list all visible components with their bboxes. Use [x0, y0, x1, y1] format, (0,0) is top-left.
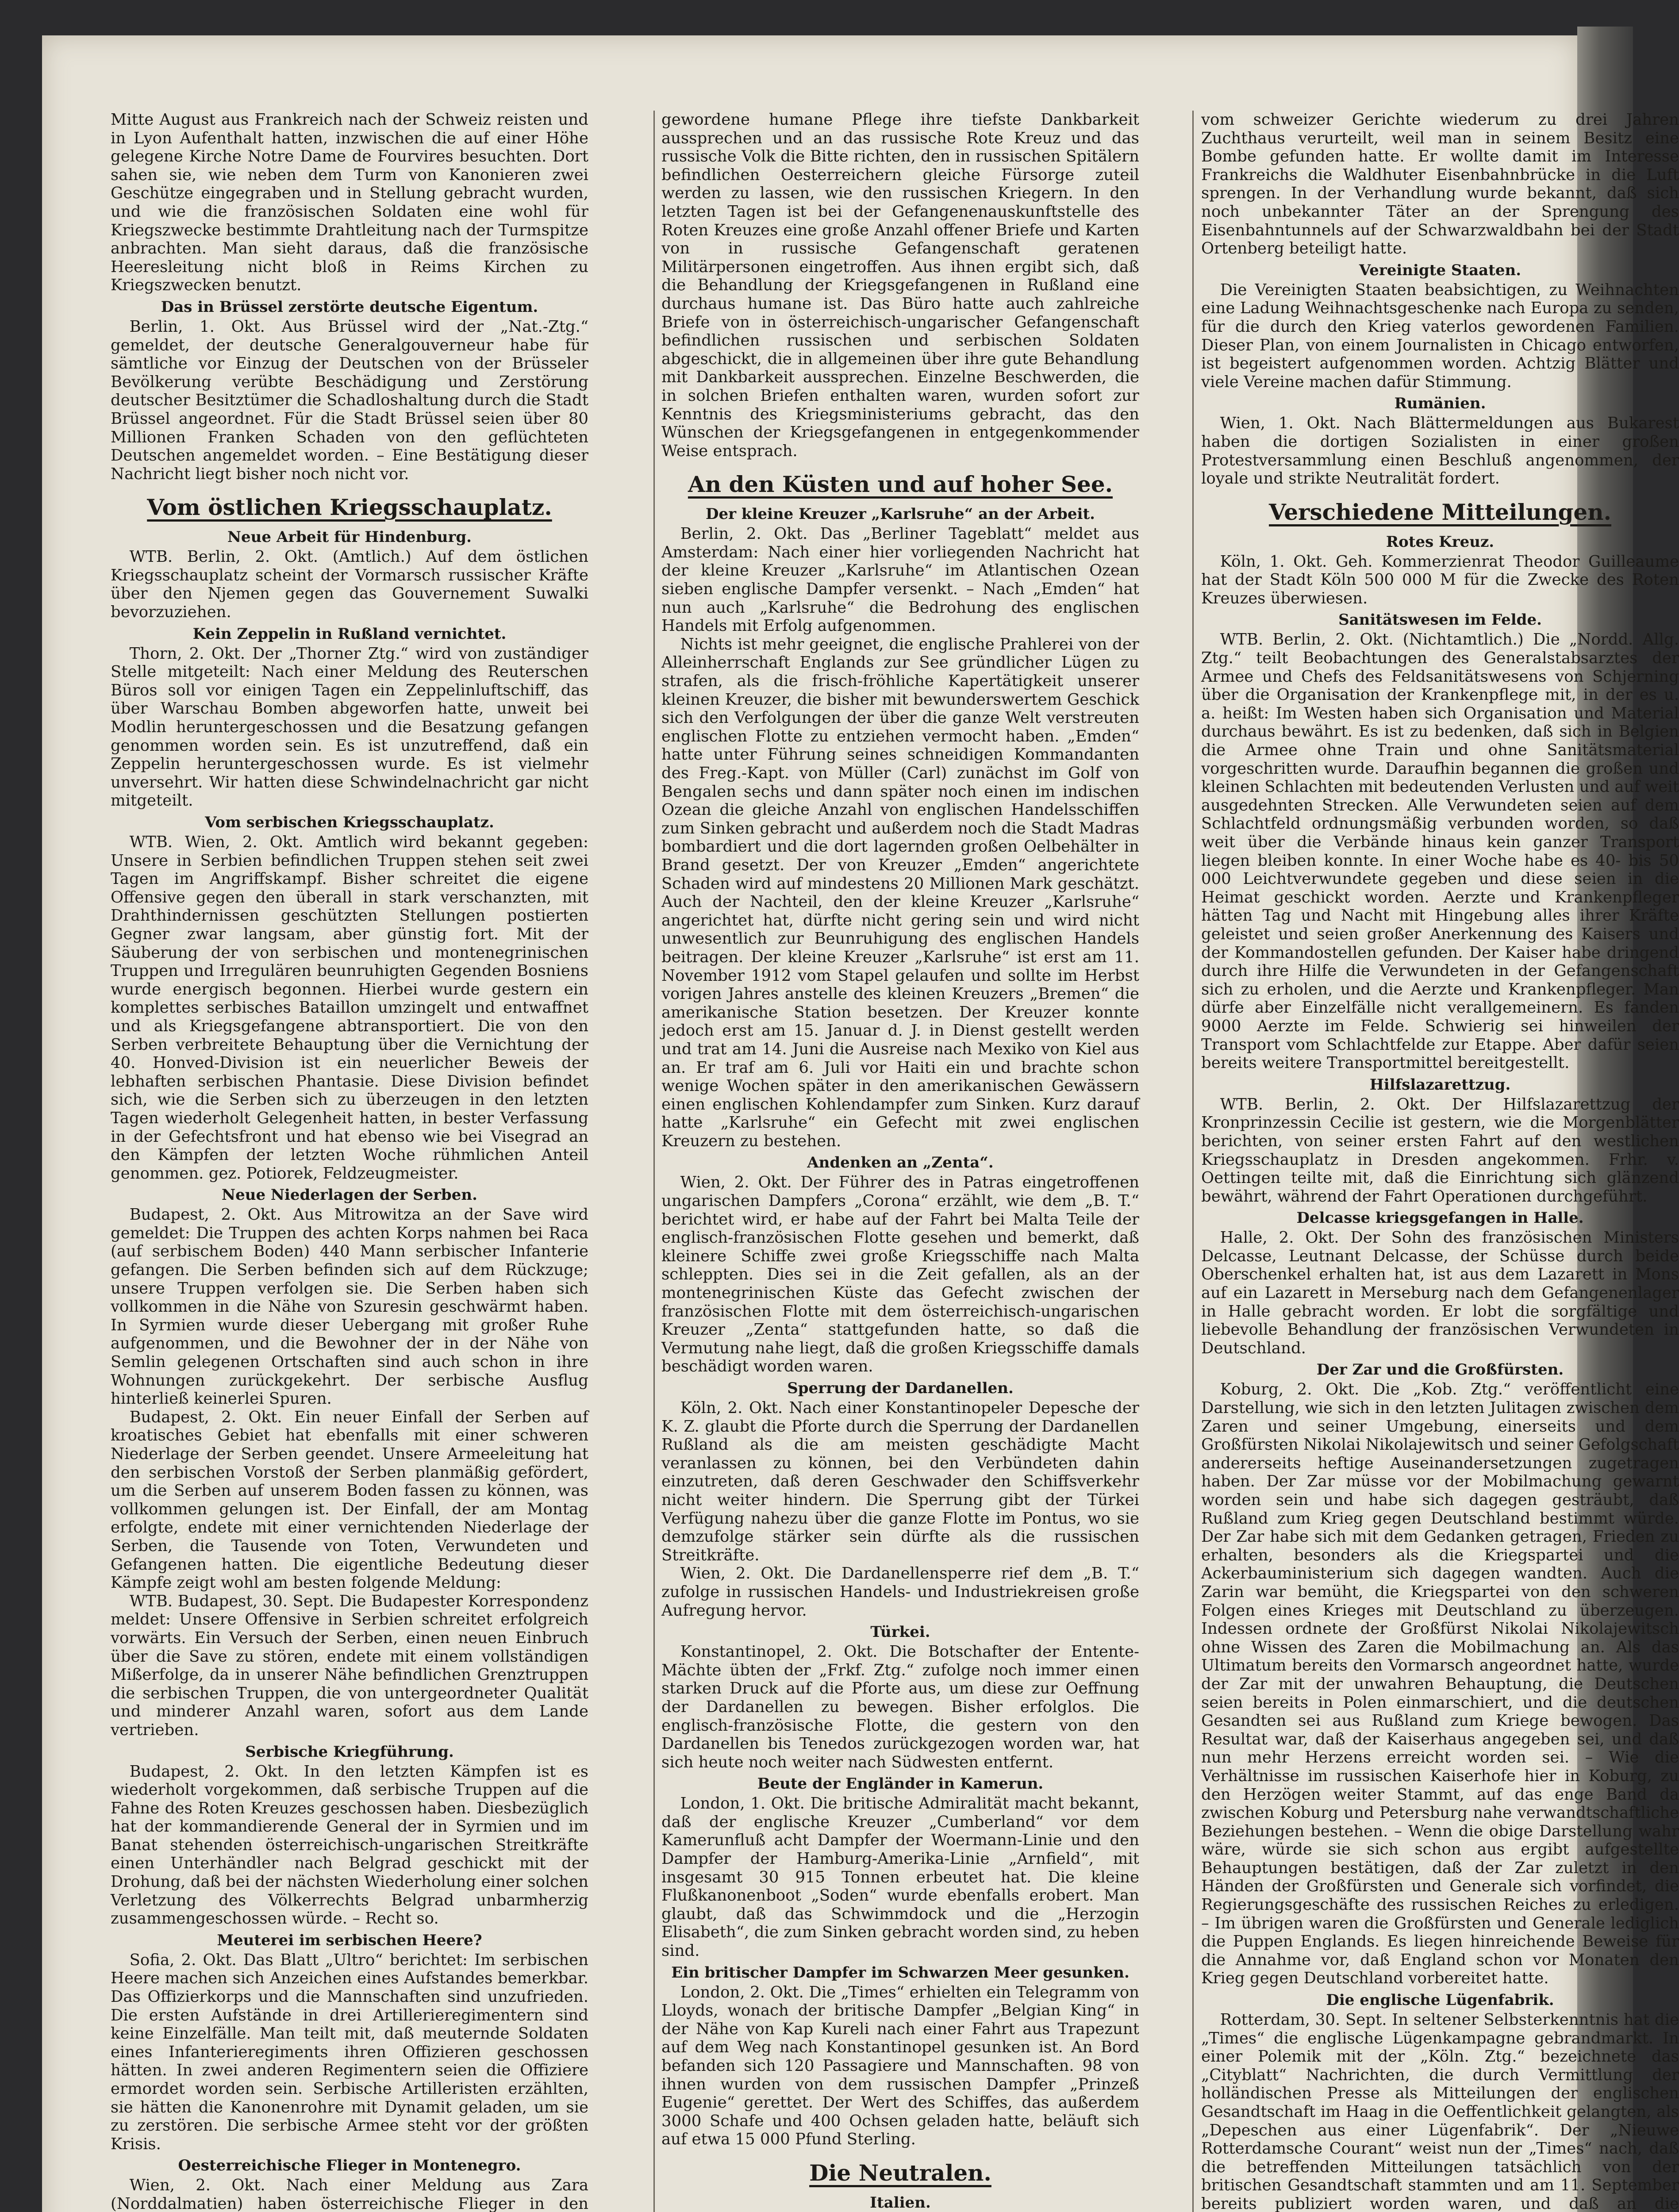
- article-heading: Türkei.: [870, 1623, 930, 1641]
- column-2: [661, 111, 1139, 2212]
- column-3: [1201, 111, 1679, 2212]
- article-text: Budapest, 2. Okt. In den letzten Kämpfen ist es wiederholt vorgekommen, daß serbische Truppen auf die Fahne des Roten Kreuzes geschossen haben. Diesbezüglich hat der kommandierende General der in Syrmien und im Banat stehenden österreichisch-ungarischen Streitkräfte einen Unterhändler nach Belgrad geschickt mit der Drohung, daß bei der nächsten Wiederholung einer solchen Verletzung des Völkerrechts Belgrad unbarmherzig zusammengeschossen würde. – Recht so.: [111, 1762, 588, 1928]
- article-text: Wien, 2. Okt. Die Dardanellensperre rief dem „B. T.“ zufolge in russischen Handels- und Industriekreisen große Aufregung hervor.: [661, 1564, 1139, 1620]
- article-text: Thorn, 2. Okt. Der „Thorner Ztg.“ wird von zuständiger Stelle mitgeteilt: Nach einer Meldung des Reuterschen Büros soll vor einigen Tagen ein Zeppelinluftschiff, das über Warschau Bomben abgeworfen hatte, unweit bei Modlin heruntergeschossen und die Besatzung gefangen genommen worden sein. Es ist unzutreffend, daß ein Zeppelin heruntergeschossen wurde. Es ist vielmehr unversehrt. Wir hatten diese Schwindelnachricht gar nicht mitgeteilt.: [111, 644, 588, 810]
- article-text: London, 1. Okt. Die britische Admiralität macht bekannt, daß der englische Kreuzer „Cumberland“ vor dem Kamerunfluß acht Dampfer der Woermann-Linie und den Dampfer der Hamburg-Amerika-Linie „Arnfield“, mit insgesamt 30 915 Tonnen erbeutet hat. Die kleine Flußkanonenboot „Soden“ wurde ebenfalls erobert. Man glaubt, daß das Schwimmdock und die „Herzogin Elisabeth“, die zum Sinken gebracht worden sind, zu heben sind.: [661, 1794, 1139, 1960]
- article-heading: Oesterreichische Flieger in Montenegro.: [178, 2157, 521, 2175]
- column-rule: [653, 111, 655, 2212]
- article-heading: Neue Niederlagen der Serben.: [222, 1186, 477, 1204]
- article-heading: Neue Arbeit für Hindenburg.: [227, 528, 472, 546]
- article-continuation: Mitte August aus Frankreich nach der Schweiz reisten und in Lyon Aufenthalt hatten, inzwischen die auf einer Höhe gelegene Kirche Notre Dame de Fourvires besuchten. Dort sahen sie, wie neben dem Turm von Kanonieren zwei Geschütze eingegraben und in Stellung gebracht wurden, und wie die französischen Soldaten eine wohl für Kriegszwecke bestimmte Drahtleitung nach der Turmspitze anbrachten. Man sieht daraus, daß die französische Heeresleitung nicht bloß in Reims Kirchen zu Kriegszwecken benutzt.: [111, 111, 588, 295]
- section-heading: Verschiedene Mitteilungen.: [1268, 499, 1612, 525]
- newspaper-page: [42, 35, 1679, 2212]
- article-text: WTB. Berlin, 2. Okt. (Nichtamtlich.) Die „Nordd. Allg. Ztg.“ teilt Beobachtungen des Generalstabsarztes der Armee und Chefs des Feldsanitätswesens von Schjerning über die Organisation der Krankenpflege mit, in der es u. a. heißt: Im Westen haben sich Organisation und Material durchaus bewährt. Es ist zu bedenken, daß sich in Belgien die Armee ohne Train und ohne Sanitätsmaterial vorgeschritten wurde. Daraufhin begannen die großen und kleinen Schlachten mit bedeutenden Verlusten und auf weit ausgedehnten Strecken. Alle Verwundeten seien auf dem Schlachtfeld ordnungsmäßig verbunden worden, so daß weit über die Verbände hinaus kein ganzer Transport liegen bleiben konnte. In einer Woche habe es 40- bis 50 000 Leichtverwundete gegeben und diese seien in die Heimat geschickt worden. Aerzte und Krankenpfleger hätten Tag und Nacht mit Hingebung alles ihrer Kräfte geleistet und seien großer Anerkennung des Kaisers und der Kommandostellen gefunden. Der Kaiser habe dringend durch ihre Hilfe die Verwundeten in der Gefangenschaft sich zu erholen, und die Aerzte und Krankenpfleger. Man dürfe aber Einzelfälle nicht verallgemeinern. Es fanden 9000 Aerzte im Felde. Schwierig sei hinweilen der Transport vom Schlachtfelde zur Etappe. Aber dafür seien bereits weitere Transportmittel bereitgestellt.: [1201, 630, 1679, 1072]
- article-heading: Der Zar und die Großfürsten.: [1316, 1361, 1564, 1379]
- article-heading: Rumänien.: [1394, 395, 1486, 413]
- article-text: WTB. Budapest, 30. Sept. Die Budapester Korrespondenz meldet: Unsere Offensive in Serbien schreitet erfolgreich vorwärts. Ein Versuch der Serben, einen neuen Einbruch über die Save zu stören, endete mit einem vollständigen Mißerfolge, da in unserer Nähe befindlichen Grenztruppen die serbischen Truppen, die von untergeordneter Qualität und minderer Anzahl waren, sofort aus dem Lande vertrieben.: [111, 1592, 588, 1739]
- article-continuation: gewordene humane Pflege ihre tiefste Dankbarkeit aussprechen und an das russische Rote Kreuz und das russische Volk die Bitte richten, den in russischen Spitälern befindlichen Oesterreichern gleiche Fürsorge zuteil werden zu lassen, wie den russischen Kriegern. In den letzten Tagen ist bei der Gefangenenauskunftstelle des Roten Kreuzes eine große Anzahl offener Briefe und Karten von in russische Gefangenschaft geratenen Militärpersonen eingetroffen. Aus ihnen ergibt sich, daß die Behandlung der Kriegsgefangenen in Rußland eine durchaus humane ist. Das Büro hatte auch zahlreiche Briefe von in österreichisch-ungarischer Gefangenschaft befindlichen russischen und serbischen Soldaten abgeschickt, die in allgemeinen über ihre gute Behandlung mit Dankbarkeit aussprechen. Einzelne Beschwerden, die in solchen Briefen enthalten waren, wurden sofort zur Kenntnis des Kriegsministeriums gebracht, das den Wünschen der Kriegsgefangenen in entgegenkommender Weise entsprach.: [661, 111, 1139, 460]
- article-heading: Ein britischer Dampfer im Schwarzen Meer gesunken.: [671, 1963, 1130, 1982]
- section-heading: Vom östlichen Kriegsschauplatz.: [147, 494, 552, 521]
- article-text: London, 2. Okt. Die „Times“ erhielten ein Telegramm von Lloyds, wonach der britische Dampfer „Belgian King“ in der Nähe von Kap Kureli nach einer Fahrt aus Trapezunt auf dem Weg nach Konstantinopel gesunken ist. An Bord befanden sich 120 Passagiere und Mannschaften. 98 von ihnen wurden von dem russischen Dampfer „Prinzeß Eugenie“ gerettet. Der Wert des Schiffes, das außerdem 3000 Schafe und 400 Ochsen geladen hatte, beläuft sich auf etwa 15 000 Pfund Sterling.: [661, 1983, 1139, 2149]
- article-heading: Serbische Kriegführung.: [245, 1743, 454, 1761]
- article-text: Nichts ist mehr geeignet, die englische Prahlerei von der Alleinherrschaft Englands zur See gründlicher Lügen zu strafen, als die frisch-fröhliche Kapertätigkeit unserer kleinen Kreuzer, die bisher mit bewunderswertem Geschick sich den Verfolgungen der über die ganze Welt verstreuten englischen Flotte zu entziehen vermocht haben. „Emden“ hatte unter Führung seines schneidigen Kommandanten des Freg.-Kapt. von Müller (Carl) zunächst im Golf von Bengalen sechs und dann später noch einen im indischen Ozean die gleiche Anzahl von englischen Handelsschiffen zum Sinken gebracht und außerdem noch die Stadt Madras bombardiert und die dort lagernden großen Oelbehälter in Brand gesetzt. Der von Kreuzer „Emden“ angerichtete Schaden wird auf mindestens 20 Millionen Mark geschätzt. Auch der Nachteil, den der kleine Kreuzer „Karlsruhe“ angerichtet hat, dürfte nicht gering sein und wird nicht unwesentlich zur Beunruhigung des englischen Handels beitragen. Der kleine Kreuzer „Karlsruhe“ ist erst am 11. November 1912 vom Stapel gelaufen und sollte im Herbst vorigen Jahres anstelle des kleinen Kreuzers „Bremen“ die amerikanische Station besetzen. Der Kreuzer konnte jedoch erst am 15. Januar d. J. in Dienst gestellt werden und trat am 14. Juni die Ausreise nach Mexiko von Kiel aus an. Er traf am 6. Juli vor Haiti ein und brachte schon wenige Wochen später in den amerikanischen Gewässern einen englischen Kohlendampfer zum Sinken. Kurz darauf hatte „Karlsruhe“ ein Gefecht mit zwei englischen Kreuzern zu bestehen.: [661, 635, 1139, 1150]
- article-heading: Beute der Engländer in Kamerun.: [757, 1775, 1044, 1793]
- article-heading: Sperrung der Dardanellen.: [787, 1379, 1014, 1397]
- article-text: WTB. Berlin, 2. Okt. Der Hilfslazarettzug der Kronprinzessin Cecilie ist gestern, wie die Morgenblätter berichten, von seiner ersten Fahrt auf den westlichen Kriegsschauplatz in Dresden angekommen. Frhr. v. Oettingen teilte mit, daß die Einrichtung sich glänzend bewährt, während der Fahrt Operationen durchgeführt.: [1201, 1095, 1679, 1206]
- article-text: Halle, 2. Okt. Der Sohn des französischen Ministers Delcasse, Leutnant Delcasse, der Schüsse durch beide Oberschenkel erhalten hat, ist aus dem Lazarett in Mons auf ein Lazarett in Merseburg nach dem Gefangenenlager in Halle gebracht worden. Er lobt die sorgfältige und liebevolle Behandlung der französischen Verwundeten in Deutschland.: [1201, 1229, 1679, 1357]
- article-heading: Meuterei im serbischen Heere?: [217, 1931, 482, 1949]
- article-text: Die Vereinigten Staaten beabsichtigen, zu Weihnachten eine Ladung Weihnachtsgeschenke nach Europa zu senden, für die durch den Krieg vaterlos gewordenen Familien. Dieser Plan, von einem Journalisten in Chicago entworfen, ist begeistert aufgenommen worden. Achtzig Blätter und viele Vereine machen dafür Stimmung.: [1201, 280, 1679, 391]
- article-heading: Die englische Lügenfabrik.: [1326, 1991, 1554, 2009]
- article-heading: Der kleine Kreuzer „Karlsruhe“ an der Arbeit.: [706, 505, 1095, 523]
- article-text: WTB. Berlin, 2. Okt. (Amtlich.) Auf dem östlichen Kriegsschauplatz scheint der Vormarsch russischer Kräfte über den Njemen gegen das Gouvernement Suwalki bevorzuziehen.: [111, 548, 588, 622]
- article-heading: Vom serbischen Kriegsschauplatz.: [205, 814, 494, 831]
- article-heading: Vereinigte Staaten.: [1359, 261, 1521, 279]
- article-text: Budapest, 2. Okt. Ein neuer Einfall der Serben auf kroatisches Gebiet hat ebenfalls mit einer schweren Niederlage der Serben geendet. Unsere Armeeleitung hat den serbischen Vorstoß der Serben planmäßig gefördert, um die Serben auf unserem Boden fassen zu können, was vollkommen gelungen ist. Der Einfall, der am Montag erfolgte, endete mit einer vernichtenden Niederlage der Serben, die Tausende von Toten, Verwundeten und Gefangenen hatten. Die eigentliche Bedeutung dieser Kämpfe zeigt wohl am besten folgende Meldung:: [111, 1408, 588, 1592]
- article-text: Koburg, 2. Okt. Die „Kob. Ztg.“ veröffentlicht eine Darstellung, wie sich in den letzten Julitagen zwischen dem Zaren und seiner Umgebung, einerseits und dem Großfürsten Nikolai Nikolajewitsch und seiner Gefolgschaft andererseits heftige Auseinandersetzungen zugetragen haben. Der Zar müsse vor der Mobilmachung gewarnt worden sein und habe sich dagegen gesträubt, daß Rußland zum Krieg gegen Deutschland bestimmt würde. Der Zar habe sich mit dem Gedanken getragen, Frieden zu erhalten, besonders als die Kriegspartei und die Ackerbauministerium sich dagegen wandten. Auch die Zarin war bemüht, die Kriegspartei von den schweren Folgen eines Krieges mit Deutschland zu überzeugen. Indessen ordnete der Großfürst Nikolai Nikolajewitsch ohne Wissen des Zaren die Mobilmachung an. Als das Ultimatum bereits den Vormarsch angeordnet hatte, wurde der Zar mit der unwahren Behauptung, die Deutschen seien bereits in Polen einmarschiert, und die deutschen Gesandten sei aus Rußland zum Kriege bewogen. Das Resultat war, daß der Kaiserhaus angegeben sei, und daß nun mehr Herzens erreicht worden sei. – Wie die Verhältnisse im russischen Kaiserhofe hier in Koburg, zu den Herzögen weiter Stammt, auf das enge Band da zwischen Koburg und Petersburg nahe verwandtschaftliche Beziehungen bestehen. – Wenn die obige Darstellung wahr wäre, würde sie sich schon aus ergibt aufgestellte Behauptungen bestätigen, daß der Zar zuletzt in den Händen der Großfürsten und Generale sich vorfindet, die Regierungsgeschäfte des russischen Reiches zu erledigen. – Im übrigen waren die Großfürsten und Generale lediglich die Puppen Englands. Es liegen hinreichende Beweise für die Annahme vor, daß England schon vor Monaten den Krieg gegen Deutschland vorbereitet hatte.: [1201, 1380, 1679, 1988]
- article-text: Köln, 1. Okt. Geh. Kommerzienrat Theodor Guilleaume hat der Stadt Köln 500 000 M für die Zwecke des Roten Kreuzes überwiesen.: [1201, 552, 1679, 607]
- section-heading: Die Neutralen.: [809, 2159, 991, 2186]
- article-heading: Kein Zeppelin in Rußland vernichtet.: [192, 625, 507, 643]
- article-text: Wien, 2. Okt. Nach einer Meldung aus Zara (Norddalmatien) haben österreichische Flieger in den: [111, 2176, 588, 2212]
- section-heading: An den Küsten und auf hoher See.: [688, 471, 1113, 498]
- article-text: Berlin, 2. Okt. Das „Berliner Tageblatt“ meldet aus Amsterdam: Nach einer hier vorliegenden Nachricht hat der kleine Kreuzer „Karlsruhe“ im Atlantischen Ozean sieben englische Dampfer versenkt. – Nach „Emden“ hat nun auch „Karlsruhe“ die Bedrohung des englischen Handels mit Erfolg aufgenommen.: [661, 525, 1139, 635]
- article-heading: Rotes Kreuz.: [1386, 533, 1495, 551]
- column-rule: [1192, 111, 1194, 2212]
- article-continuation: vom schweizer Gerichte wiederum zu drei Jahren Zuchthaus verurteilt, weil man in seinem Besitz eine Bombe gefunden hatte. Er wollte damit im Interesse Frankreichs die Waldhuter Eisenbahnbrücke in die Luft sprengen. In der Verhandlung wurde bekannt, daß sich noch unbekannter Täter an der Sprengung des Eisenbahntunnels auf der Schwarzwaldbahn bei der Stadt Ortenberg beteiligt hatte.: [1201, 111, 1679, 258]
- article-heading: Hilfslazarettzug.: [1369, 1075, 1511, 1094]
- column-1: [111, 111, 588, 2212]
- article-text: WTB. Wien, 2. Okt. Amtlich wird bekannt gegeben: Unsere in Serbien befindlichen Truppen stehen seit zwei Tagen im Angriffskampf. Bisher schreitet die eigene Offensive gegen den überall in stark verschanzten, mit Drahthindernissen geschützten Stellungen postierten Gegner zwar langsam, aber günstig fort. Mit der Säuberung der von serbischen und montenegrinischen Truppen und Irregulären beunruhigten Gegenden Bosniens wurde energisch begonnen. Hierbei wurde gestern ein komplettes serbisches Bataillon umzingelt und entwaffnet und als Kriegsgefangene abtransportiert. Die von den Serben verbreitete Behauptung über die Vernichtung der 40. Honved-Division ist ein neuerlicher Beweis der lebhaften serbischen Phantasie. Diese Division befindet sich, wie die Serben sich zu überzeugen in den letzten Tagen wiederholt Gelegenheit hatten, in bester Verfassung in der Gefechtsfront und hat ebenso wie bei Visegrad an den Kämpfen der letzten Woche rühmlichen Anteil genommen. gez. Potiorek, Feldzeugmeister.: [111, 833, 588, 1183]
- article-text: Berlin, 1. Okt. Aus Brüssel wird der „Nat.-Ztg.“ gemeldet, der deutsche Generalgouverneur habe für sämtliche vor Einzug der Deutschen von der Brüsseler Bevölkerung verübte Beschädigung und Zerstörung deutscher Besitztümer die Schadloshaltung durch die Stadt Brüssel angeordnet. Für die Stadt Brüssel seien über 80 Millionen Franken Schaden von den geflüchteten Deutschen angemeldet worden. – Eine Bestätigung dieser Nachricht liegt bisher noch nicht vor.: [111, 317, 588, 483]
- article-text: Rotterdam, 30. Sept. In seltener Selbsterkenntnis hat die „Times“ die englische Lügenkampagne gebrandmarkt. In einer Polemik mit der „Köln. Ztg.“ bezeichnete das „Cityblatt“ Nachrichten, die durch Vermittlung der holländischen Presse als Mitteilungen der englischen Gesandtschaft im Haag in die Oeffentlichkeit gelangten, als „Depeschen aus einer Lügenfabrik“. Der „Nieuwe Rotterdamsche Courant“ weist nun der „Times“ nach, daß die betreffenden Mitteilungen tatsächlich von der britischen Gesandtschaft stammten und am 11. September bereits publiziert worden waren, und daß an die: [1201, 2011, 1679, 2212]
- article-heading: Delcasse kriegsgefangen in Halle.: [1296, 1209, 1584, 1227]
- article-text: Wien, 1. Okt. Nach Blättermeldungen aus Bukarest haben die dortigen Sozialisten in einer großen Protestversammlung einen Beschluß angenommen, der loyale und strikte Neutralität fordert.: [1201, 414, 1679, 488]
- article-text: Konstantinopel, 2. Okt. Die Botschafter der Entente-Mächte übten der „Frkf. Ztg.“ zufolge noch immer einen starken Druck auf die Pforte aus, um diese zur Oeffnung der Dardanellen zu bewegen. Bisher erfolglos. Die englisch-französische Flotte, die gestern von den Dardanellen bis Tenedos zurückgezogen worden war, hat sich heute noch weiter nach Südwesten entfernt.: [661, 1643, 1139, 1771]
- article-heading: Das in Brüssel zerstörte deutsche Eigentum.: [161, 298, 538, 316]
- article-heading: Italien.: [870, 2193, 931, 2212]
- article-text: Budapest, 2. Okt. Aus Mitrowitza an der Save wird gemeldet: Die Truppen des achten Korps nahmen bei Raca (auf serbischem Boden) 440 Mann serbischer Infanterie gefangen. Die Serben befinden sich auf dem Rückzuge; unsere Truppen verfolgen sie. Die Serben haben sich vollkommen in die Nähe von Szuresin geschwärmt haben. In Syrmien wurde dieser Uebergang mit großer Ruhe aufgenommen, und die Bewohner der in der Nähe von Semlin gelegenen Ortschaften sind auch schon in ihre Wohnungen zurückgekehrt. Der serbische Ausflug hinterließ keinerlei Spuren.: [111, 1206, 588, 1408]
- article-text: Köln, 2. Okt. Nach einer Konstantinopeler Depesche der K. Z. glaubt die Pforte durch die Sperrung der Dardanellen Rußland als die am meisten geschädigte Macht veranlassen zu können, bei den Verbündeten dahin einzutreten, daß deren Geschwader den Schiffsverkehr nicht weiter hindern. Die Sperrung gibt der Türkei Verfügung nahezu über die ganze Flotte im Pontus, wo sie demzufolge stärker sein dürfte als die russischen Streitkräfte.: [661, 1399, 1139, 1564]
- article-heading: Andenken an „Zenta“.: [807, 1154, 994, 1172]
- article-text: Wien, 2. Okt. Der Führer des in Patras eingetroffenen ungarischen Dampfers „Corona“ erzählt, wie dem „B. T.“ berichtet wird, er habe auf der Fahrt bei Malta Teile der englisch-französischen Flotte gesehen und bemerkt, daß kleinere Schiffe zwei große Kriegsschiffe nach Malta schleppten. Dies sei in die Zeit gefallen, als an der montenegrinischen Küste das Gefecht zwischen der französischen Flotte mit dem österreichisch-ungarischen Kreuzer „Zenta“ stattgefunden hatte, so daß die Vermutung nahe liegt, daß die großen Kriegsschiffe damals beschädigt worden waren.: [661, 1173, 1139, 1376]
- article-heading: Sanitätswesen im Felde.: [1338, 611, 1542, 629]
- article-text: Sofia, 2. Okt. Das Blatt „Ultro“ berichtet: Im serbischen Heere machen sich Anzeichen eines Aufstandes bemerkbar. Das Offizierkorps und die Mannschaften sind unzufrieden. Die ersten Aufstände in drei Artillerieregimentern sind keine Einzelfälle. Man teilt mit, daß meuternde Soldaten eines Infanterieregiments ihren Offizieren geschossen hätten. In zwei anderen Regimentern seien die Offiziere ermordet worden sein. Serbische Artilleristen erzählten, sie hätten die Kanonenrohre mit Dynamit geladen, um sie zu zerstören. Die serbische Armee steht vor der größten Krisis.: [111, 1951, 588, 2153]
